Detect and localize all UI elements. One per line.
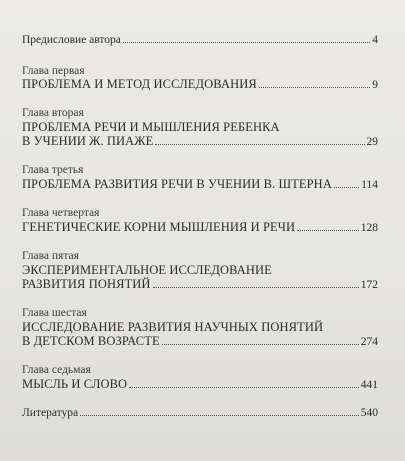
toc-entry-chapter-5 [22, 277, 378, 292]
toc-entry-chapter-6 [22, 334, 378, 349]
toc-chapter-label: Глава шестая [22, 307, 87, 319]
toc-entry-chapter-2 [22, 134, 378, 149]
dot-leader [334, 178, 359, 188]
toc-page-number: 172 [360, 279, 378, 291]
toc-title: ПРОБЛЕМА И МЕТОД ИССЛЕДОВАНИЯ [22, 77, 257, 91]
dot-leader [162, 335, 359, 345]
toc-page-number: 9 [372, 79, 378, 91]
toc-chapter-label: Глава вторая [22, 107, 84, 119]
dot-leader [153, 278, 359, 288]
toc-page-number: 540 [360, 407, 378, 419]
toc-chapter-label: Глава пятая [22, 250, 79, 262]
toc-title: ГЕНЕТИЧЕСКИЕ КОРНИ МЫШЛЕНИЯ И РЕЧИ [22, 220, 296, 234]
toc-page-number: 441 [360, 379, 378, 391]
toc-chapter-label: Глава третья [22, 164, 84, 176]
toc-title: ПРОБЛЕМА РАЗВИТИЯ РЕЧИ В УЧЕНИИ В. ШТЕРНА [22, 177, 332, 191]
toc-entry-chapter-7 [22, 377, 378, 392]
toc-entry-chapter-5-line1 [22, 263, 378, 277]
toc-entry-preface [22, 33, 378, 47]
toc-entry-chapter-1 [22, 77, 378, 92]
dot-leader [297, 221, 359, 231]
toc-page-number: 114 [361, 179, 378, 191]
toc-page-number: 128 [360, 222, 378, 234]
toc-title: В ДЕТСКОМ ВОЗРАСТЕ [22, 334, 160, 348]
toc-page-number: 274 [360, 336, 378, 348]
toc-title: ПРОБЛЕМА РЕЧИ И МЫШЛЕНИЯ РЕБЕНКА [22, 120, 280, 134]
dot-leader [123, 33, 370, 43]
toc-title: В УЧЕНИИ Ж. ПИАЖЕ [22, 134, 154, 148]
toc-title: Предисловие автора [22, 34, 121, 46]
toc-page-number: 4 [372, 34, 378, 46]
toc-chapter-label: Глава четвертая [22, 207, 100, 219]
toc-chapter-label: Глава седьмая [22, 364, 91, 376]
dot-leader [259, 78, 370, 88]
toc-chapter-label: Глава первая [22, 65, 85, 77]
dot-leader [155, 135, 364, 145]
dot-leader [80, 406, 359, 416]
toc-title: РАЗВИТИЯ ПОНЯТИЙ [22, 277, 151, 291]
toc-page-number: 29 [366, 136, 378, 148]
toc-entry-chapter-3 [22, 177, 378, 192]
toc-title: Литература [22, 407, 79, 419]
toc-entry-chapter-6-line1 [22, 320, 378, 334]
toc-title: ЭКСПЕРИМЕНТАЛЬНОЕ ИССЛЕДОВАНИЕ [22, 263, 272, 277]
dot-leader [129, 378, 359, 388]
toc-entry-chapter-2-line1 [22, 120, 378, 134]
toc-entry-chapter-4 [22, 220, 378, 235]
toc-title: ИССЛЕДОВАНИЕ РАЗВИТИЯ НАУЧНЫХ ПОНЯТИЙ [22, 320, 324, 334]
toc-title: МЫСЛЬ И СЛОВО [22, 377, 128, 391]
toc-entry-literature [22, 406, 378, 420]
